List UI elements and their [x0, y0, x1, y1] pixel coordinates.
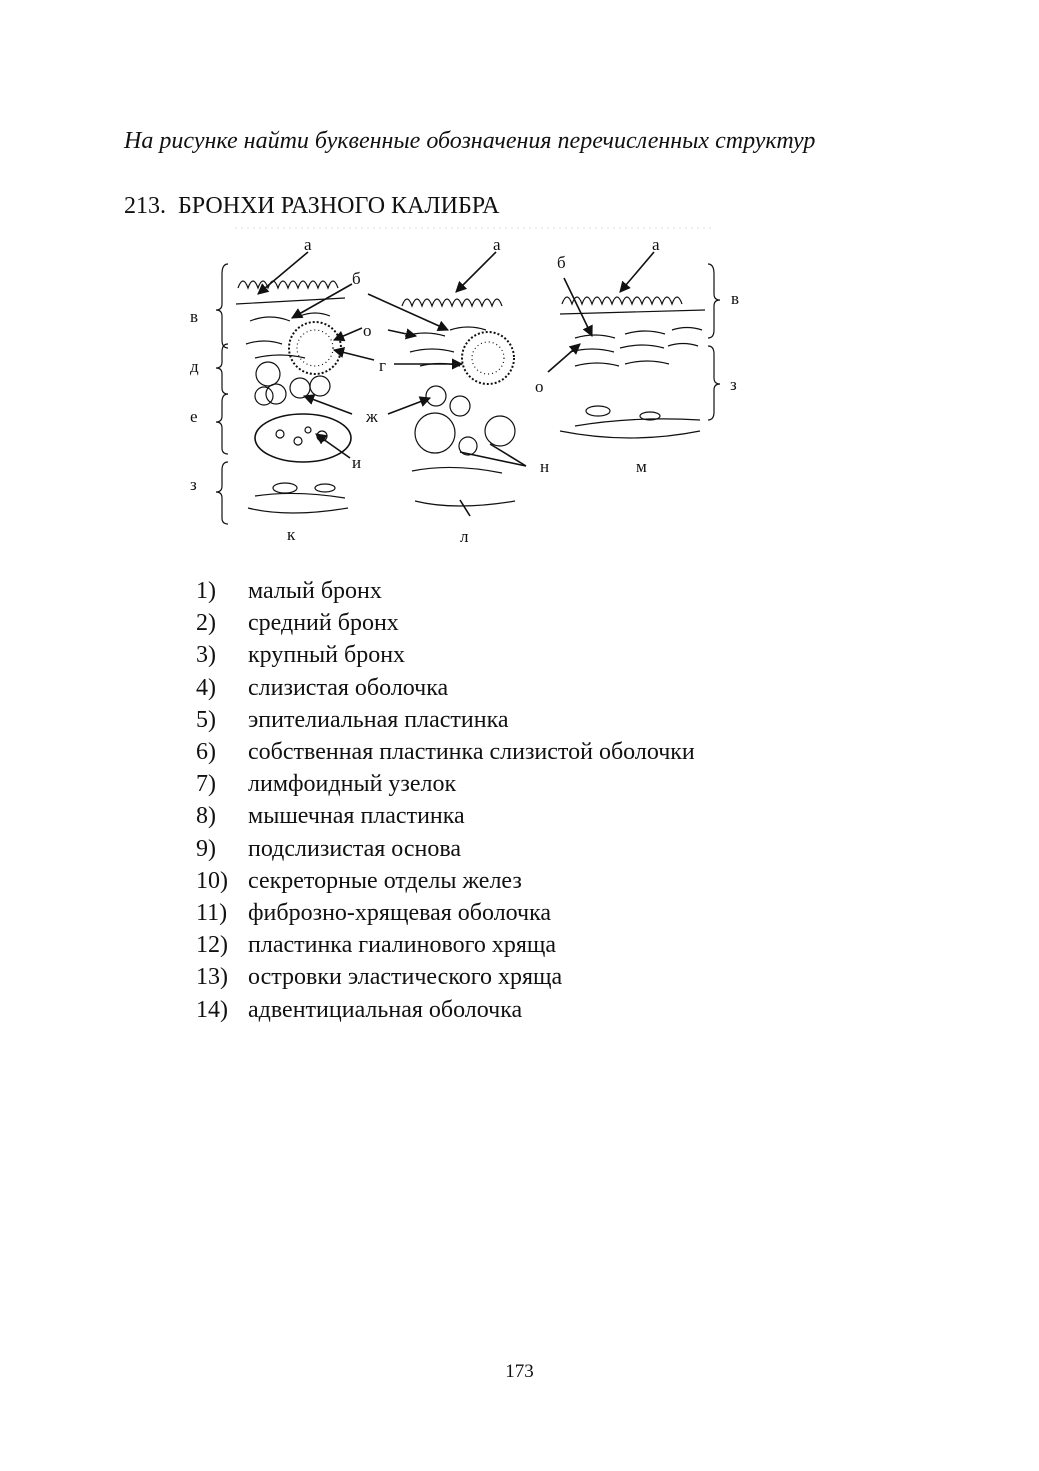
bronchi-figure [180, 226, 760, 556]
label-a-left: а [304, 235, 312, 254]
task-number: 213. [124, 193, 166, 219]
panel-right [560, 264, 720, 438]
label-v-left: в [190, 307, 199, 326]
list-item: 10) секреторные отделы желез [196, 867, 522, 894]
list-item: 14) адвентициальная оболочка [196, 996, 523, 1023]
label-i: и [352, 453, 362, 472]
label-v-right: в [731, 289, 740, 308]
list-item: 8) мышечная пластинка [196, 803, 465, 830]
label-b-left: б [352, 269, 361, 288]
label-zh: ж [366, 407, 378, 426]
list-item: 13) островки эластического хряща [196, 964, 563, 991]
list-item: 6) собственная пластинка слизистой оболочки [196, 739, 695, 766]
instruction-text: На рисунке найти буквенные обозначения перечисленных структур [124, 128, 816, 154]
gland [256, 362, 280, 386]
muscle-cells [405, 327, 486, 366]
epithelium [238, 281, 338, 288]
page-number: 173 [505, 1361, 534, 1382]
epithelium [562, 297, 682, 304]
label-b-right: б [557, 253, 566, 272]
list-item: 5) эпителиальная пластинка [196, 706, 509, 733]
list-item: 2) средний бронх [196, 610, 399, 637]
task-title: БРОНХИ РАЗНОГО КАЛИБРА [178, 193, 500, 219]
label-l: л [460, 527, 469, 546]
bracket-m [560, 431, 700, 438]
label-o-right: о [535, 377, 544, 396]
epithelium [402, 299, 502, 306]
label-a-middle: а [493, 235, 501, 254]
bracket-k [248, 508, 348, 513]
bracket-z-right [708, 346, 720, 420]
label-z-right: з [730, 375, 737, 394]
label-g: г [379, 356, 386, 375]
bracket-v [216, 264, 228, 348]
list-item: 12) пластинка гиалинового хряща [196, 932, 557, 959]
label-m: м [636, 457, 647, 476]
panel-left [216, 264, 351, 524]
label-e: е [190, 407, 198, 426]
label-a-right: а [652, 235, 660, 254]
list-item: 3) крупный бронх [196, 642, 406, 669]
label-n: н [540, 457, 550, 476]
list-item: 4) слизистая оболочка [196, 674, 449, 701]
bracket-v-right [708, 264, 720, 338]
list-item: 9) подслизистая основа [196, 835, 462, 862]
lymphoid-nodule [462, 332, 514, 384]
arrows [258, 252, 654, 516]
label-d: д [190, 357, 199, 376]
basement-line [236, 298, 345, 304]
muscle-cells [246, 313, 330, 358]
task-heading [124, 191, 499, 221]
label-o-left: о [363, 321, 372, 340]
gland [426, 386, 446, 406]
bracket-d [216, 344, 228, 394]
cartilage-plate [255, 414, 351, 462]
label-k: к [287, 525, 296, 544]
list-item: 1) малый бронх [196, 578, 382, 604]
structure-list [196, 575, 695, 1026]
label-z-left: з [190, 475, 197, 494]
bronchi-diagram [180, 226, 760, 556]
list-item: 7) лимфоидный узелок [196, 771, 457, 798]
bracket-z [216, 462, 228, 524]
bracket-l [415, 501, 515, 506]
bracket-e [216, 394, 228, 454]
list-item: 11) фиброзно-хрящевая оболочка [196, 900, 552, 927]
